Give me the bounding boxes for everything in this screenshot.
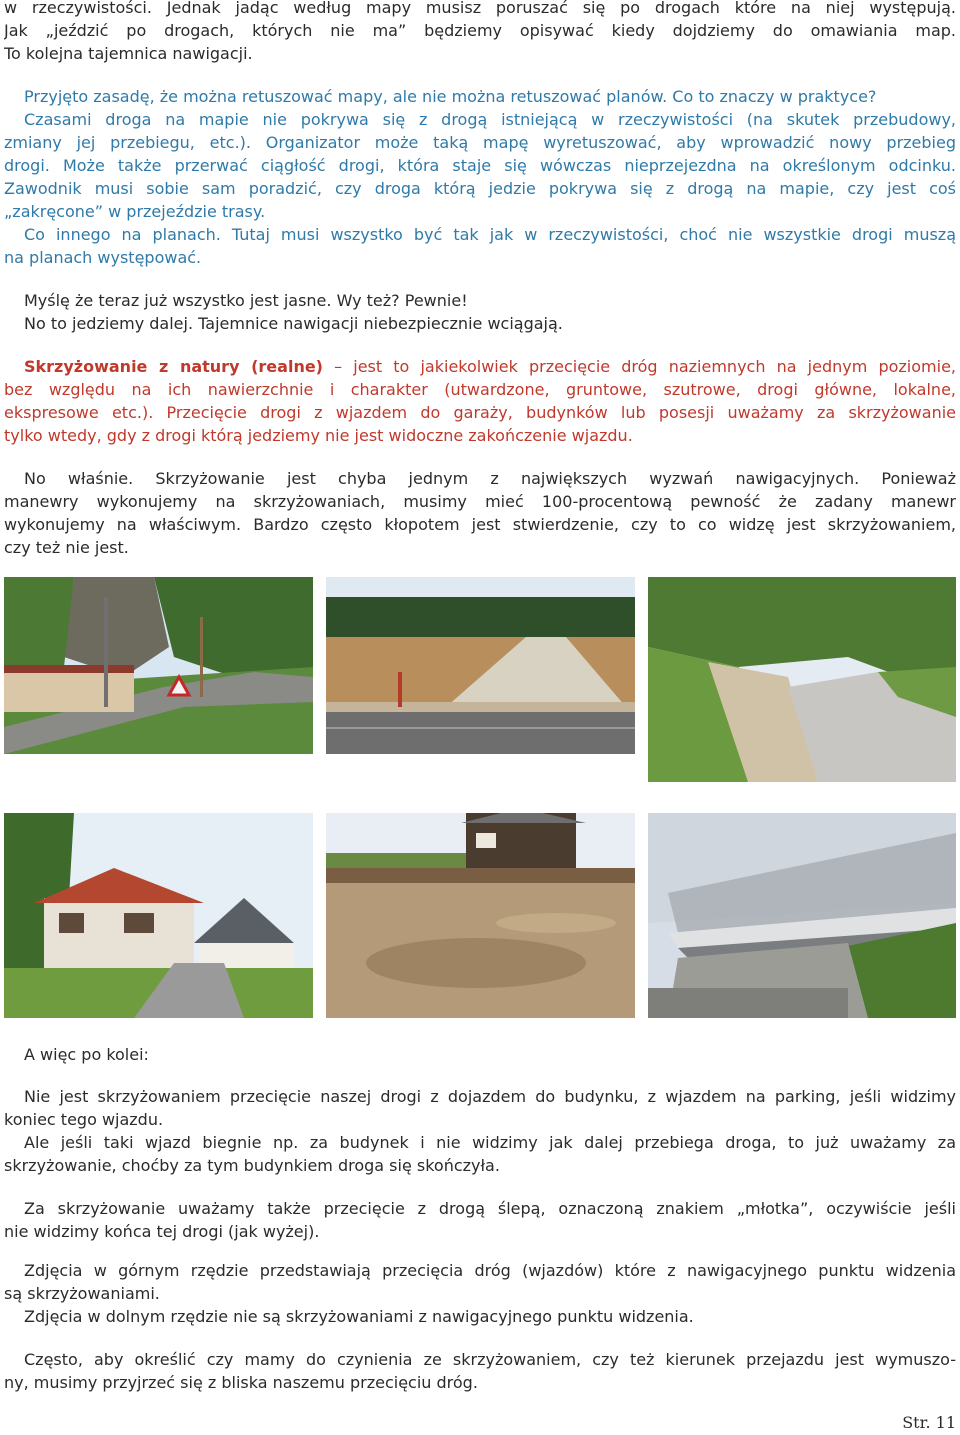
muddy-yard-photo	[326, 813, 635, 1018]
text-line: zmiany jej przebiegu, etc.). Organizator może taką mapę wyretuszować, aby wprowadzić nowy przebieg	[4, 133, 956, 152]
text-line: Ale jeśli taki wjazd biegnie np. za budynek i nie widzimy jak dalej przebiega droga, to już uważamy za	[24, 1133, 956, 1152]
text-line: „zakręcone” w przejeździe trasy.	[4, 202, 266, 221]
bridge-overpass-photo	[648, 813, 956, 1018]
text-line: Często, aby określić czy mamy do czynienia ze skrzyżowaniem, czy też kierunek przejazdu jest wymuszo-	[24, 1350, 956, 1369]
text-line: Jak „jeździć po drogach, których nie ma” będziemy opisywać kiedy dojdziemy do omawiania map.	[4, 21, 956, 40]
definition-text: – jest to jakiekolwiek przecięcie dróg naziemnych na jednym poziomie,	[323, 357, 956, 376]
text-line: A więc po kolei:	[24, 1045, 149, 1064]
text-line: wykonujemy na właściwym. Bardzo często kłopotem jest stwierdzenie, czy to co widzę jest skrzyżowaniem,	[4, 515, 956, 534]
definition-text: Przecięcie drogi z wjazdem do garaży, budynków lub posesji uważamy za skrzyżowanie	[153, 403, 956, 422]
gravel-side-road-photo	[326, 577, 635, 754]
page-number: Str. 11	[902, 1413, 956, 1432]
definition-line	[24, 355, 956, 378]
road-curve-rock-photo	[4, 577, 313, 754]
text-line: czy też nie jest.	[4, 538, 129, 557]
definition-text: ekspresowe etc.).	[4, 403, 154, 422]
text-line: No właśnie. Skrzyżowanie jest chyba jednym z największych wyzwań nawigacyjnych. Ponieważ	[24, 469, 956, 488]
text-line: w rzeczywistości. Jednak jadąc według mapy musisz poruszać się po drogach które na niej występują.	[4, 0, 956, 17]
dirt-road-branch-photo	[648, 577, 956, 782]
definition-term: Skrzyżowanie z natury (realne)	[24, 357, 323, 376]
text-line: Czasami droga na mapie nie pokrywa się z drogą istniejącą w rzeczywistości (na skutek przebudowy,	[24, 110, 956, 129]
definition-line	[4, 401, 956, 424]
text-line: Nie jest skrzyżowaniem przecięcie naszej drogi z dojazdem do budynku, z wjazdem na parking, jeśli widzimy	[24, 1087, 956, 1106]
text-line: bez względu na ich nawierzchnie i charakter (utwardzone, gruntowe, szutrowe, drogi główne, lokalne,	[4, 380, 956, 399]
text-line: Myślę że teraz już wszystko jest jasne. Wy też? Pewnie!	[24, 291, 468, 310]
text-line: No to jedziemy dalej. Tajemnice nawigacji niebezpiecznie wciągają.	[24, 314, 563, 333]
text-line: Zawodnik musi sobie sam poradzić, czy droga którą jedzie pokrywa się z drogą na mapie, czy jest coś	[4, 179, 956, 198]
text-line: Przyjęto zasadę, że można retuszować mapy, ale nie można retuszować planów. Co to znaczy w praktyce?	[24, 87, 877, 106]
text-line: Co innego na planach. Tutaj musi wszystko być tak jak w rzeczywistości, choć nie wszystkie drogi muszą	[24, 225, 956, 244]
text-line: Zdjęcia w górnym rzędzie przedstawiają przecięcia dróg (wjazdów) które z nawigacyjnego punktu widzenia	[24, 1261, 956, 1280]
text-line: manewry wykonujemy na skrzyżowaniach, musimy mieć 100-procentową pewność że zadany manewr	[4, 492, 956, 511]
text-line: drogi. Może także przerwać ciągłość drogi, która staje się wówczas nieprzejezdna na określonym odcinku.	[4, 156, 956, 175]
text-line: nie widzimy końca tej drogi (jak wyżej).	[4, 1222, 320, 1241]
text-line: tylko wtedy, gdy z drogi którą jedziemy nie jest widoczne zakończenie wjazdu.	[4, 426, 633, 445]
text-line: są skrzyżowaniami.	[4, 1284, 160, 1303]
text-line: ny, musimy przyjrzeć się z bliska naszemu przecięciu dróg.	[4, 1373, 478, 1392]
text-line: na planach występować.	[4, 248, 202, 267]
text-line: skrzyżowanie, choćby za tym budynkiem droga się skończyła.	[4, 1156, 500, 1175]
text-line: Za skrzyżowanie uważamy także przecięcie z drogą ślepą, oznaczoną znakiem „młotka”, oczywiście jeśli	[24, 1199, 956, 1218]
text-line: To kolejna tajemnica nawigacji.	[4, 44, 253, 63]
text-line: koniec tego wjazdu.	[4, 1110, 164, 1129]
house-driveway-photo	[4, 813, 313, 1018]
text-line: Zdjęcia w dolnym rzędzie nie są skrzyżowaniami z nawigacyjnego punktu widzenia.	[24, 1307, 694, 1326]
